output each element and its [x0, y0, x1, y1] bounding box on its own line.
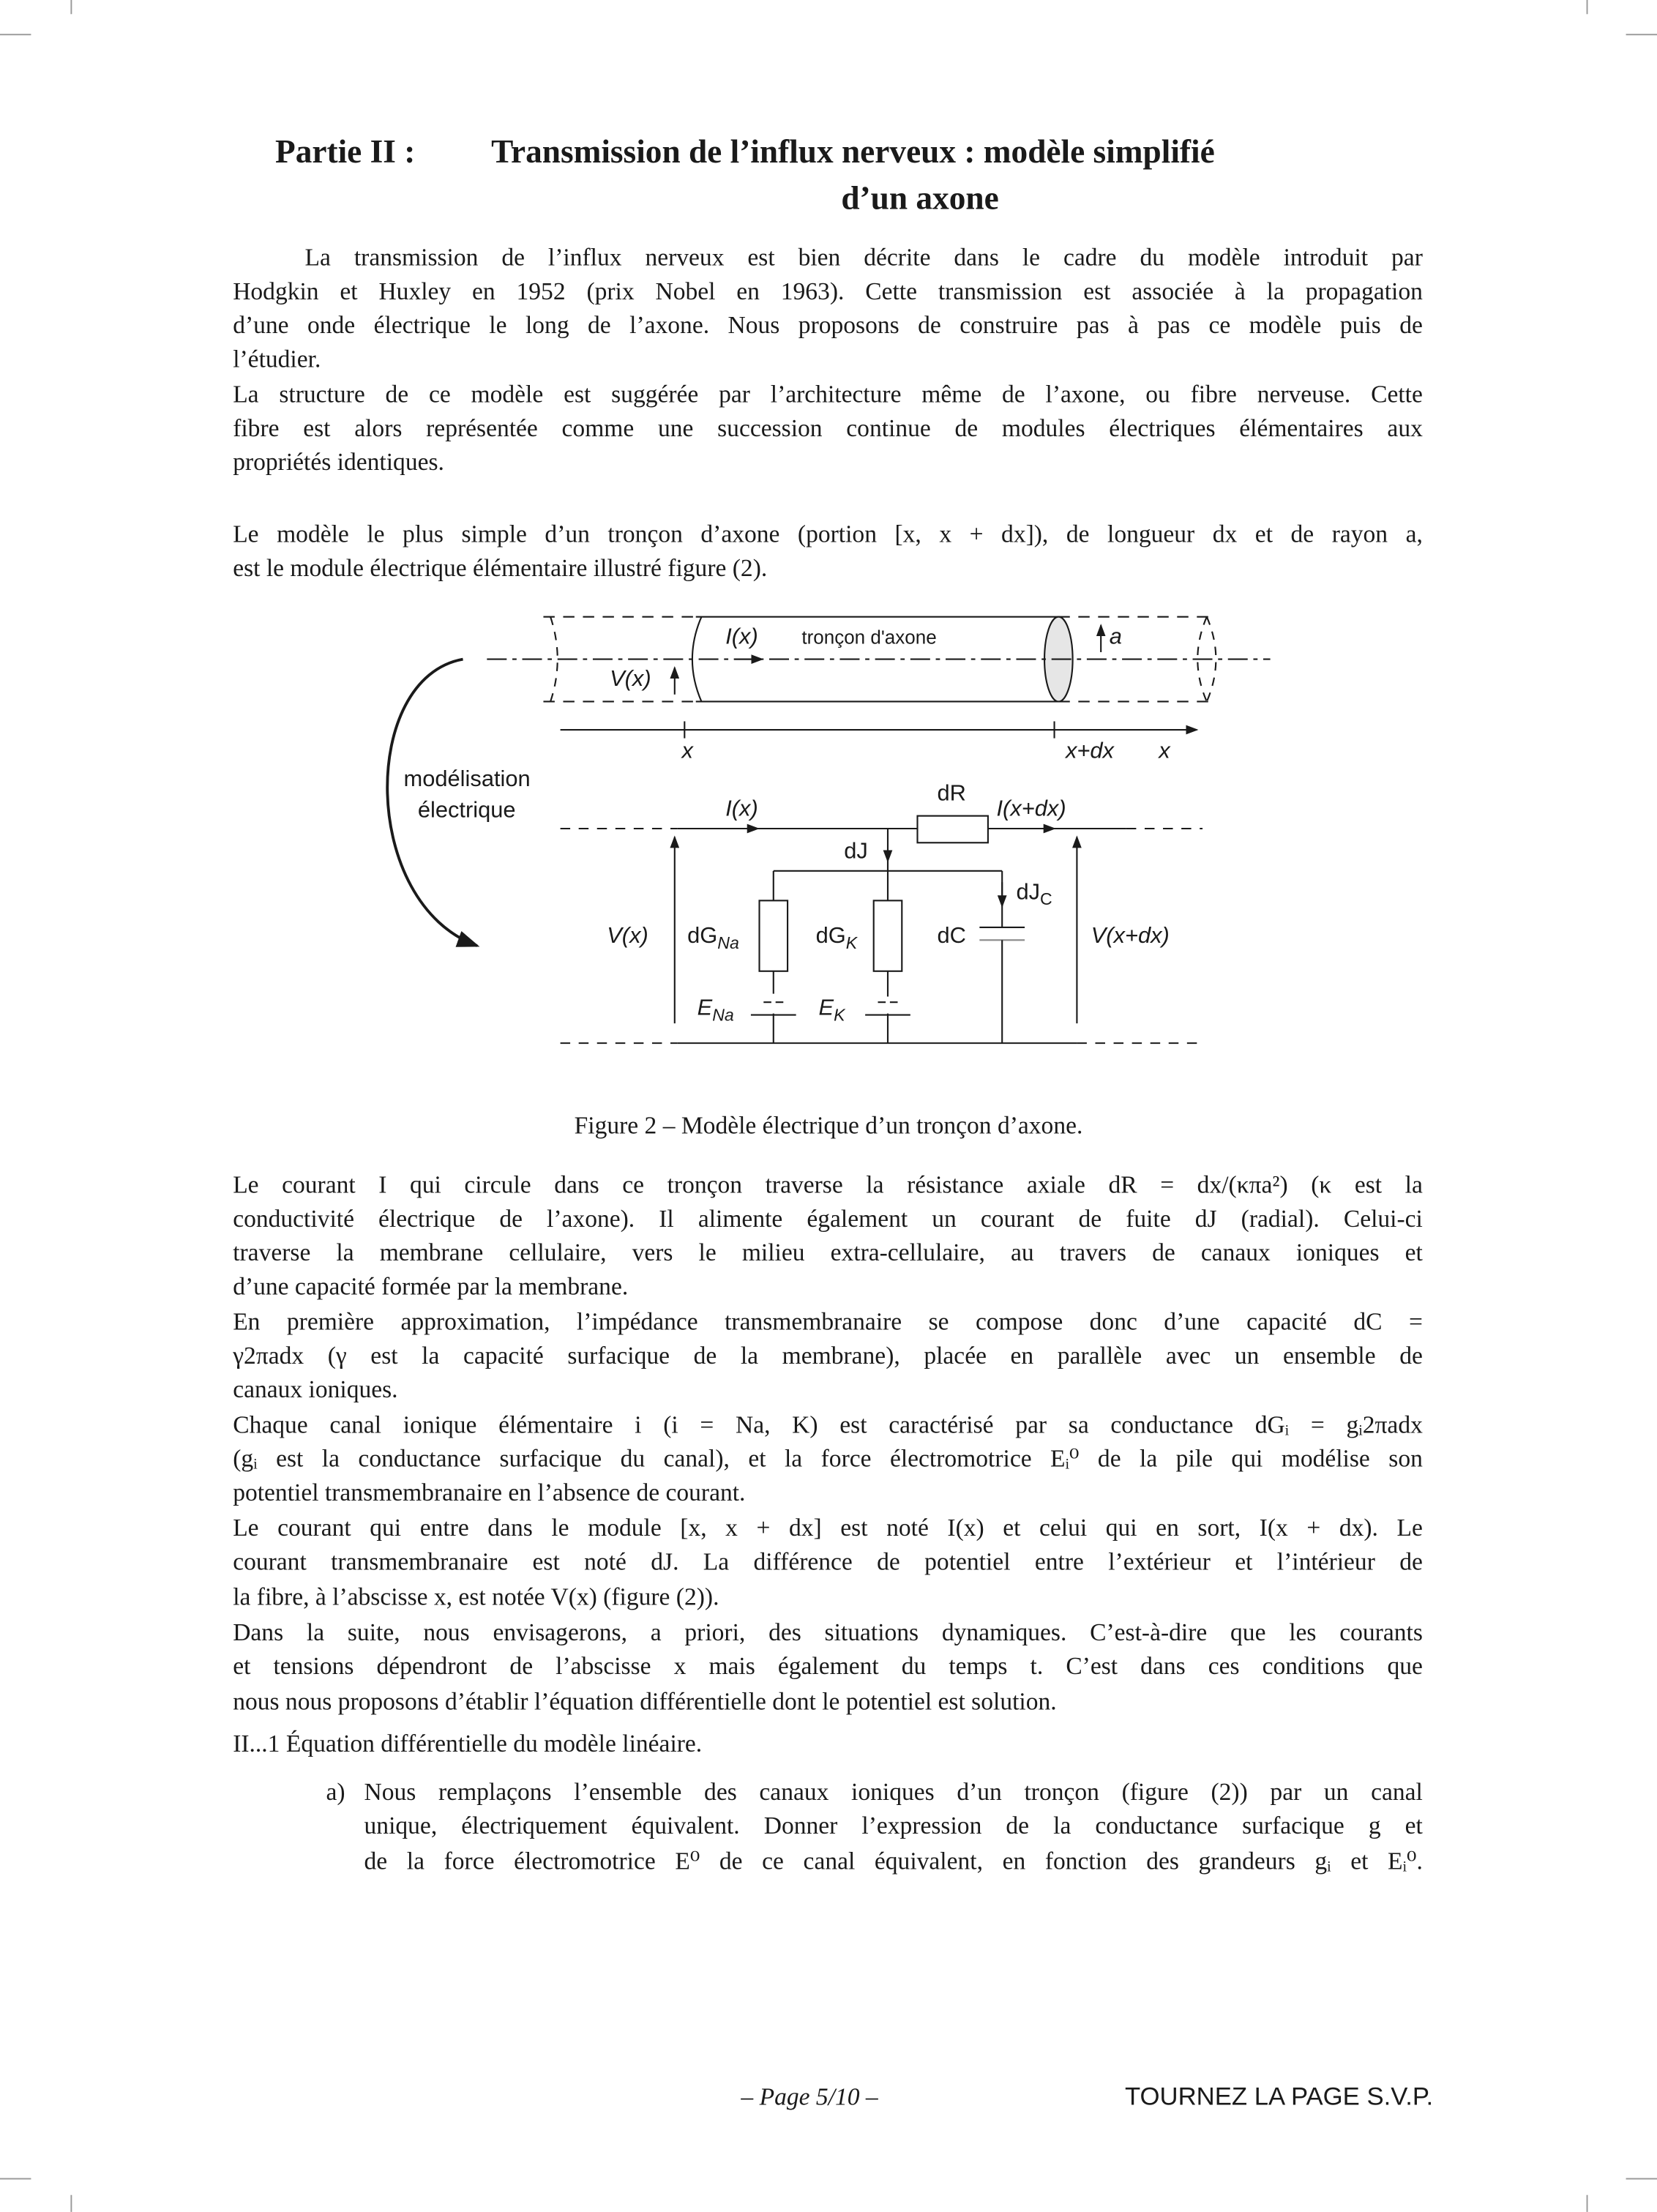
crop-mark [0, 2178, 31, 2180]
text-line: Le modèle le plus simple d’un tronçon d’axone (portion [x, x + dx]), de longueur dx et de rayon a, [233, 519, 1423, 548]
text-line: propriétés identiques. [233, 447, 444, 476]
text-line: potentiel transmembranaire en l’absence de courant. [233, 1478, 746, 1506]
label-ena: $E_{Na}$ [697, 994, 734, 1025]
figure-caption: Figure 2 – Modèle électrique d’un tronçon d’axone. [574, 1110, 1083, 1140]
label-x-axis: x [1159, 737, 1170, 763]
label-modelisation: modélisation [403, 766, 531, 792]
question-line: unique, électriquement équivalent. Donner l’expression de la conductance surfacique g et [364, 1811, 1423, 1839]
text-line: la fibre, à l’abscisse x, est notée V(x) (figure (2)). [233, 1582, 719, 1611]
label-xdx: x+dx [1065, 737, 1114, 763]
label-ix-circuit: I(x) [725, 795, 758, 821]
text-line: Hodgkin et Huxley en 1952 (prix Nobel en 1963). Cette transmission est associée à la propagation [233, 276, 1423, 305]
label-electrique: électrique [417, 796, 516, 823]
text-line: En première approximation, l’impédance transmembranaire se compose donc d’une capacité dC = [233, 1307, 1423, 1336]
text-line: Le courant qui entre dans le module [x, x + dx] est noté I(x) et celui qui en sort, I(x + dx). Le [233, 1513, 1423, 1542]
page-number: – Page 5/10 – [741, 2082, 878, 2111]
crop-mark [1587, 2195, 1588, 2212]
resistor-dR [917, 816, 987, 843]
label-x: x [681, 737, 693, 763]
label-troncon: tronçon d'axone [801, 626, 937, 649]
turn-page-note: TOURNEZ LA PAGE S.V.P. [1124, 2082, 1434, 2111]
resistor-dGNa [760, 900, 788, 971]
label-ek: $E_K$ [818, 994, 845, 1025]
label-ixdx: I(x+dx) [996, 795, 1066, 821]
page-title-line2: d’un axone [841, 180, 999, 217]
label-dgna: $dG_{Na}$ [687, 922, 739, 952]
label-vx-circuit: V(x) [607, 922, 648, 949]
text-line: courant transmembranaire est noté dJ. La différence de potentiel entre l’extérieur et l’intérieur de [233, 1547, 1423, 1576]
label-vx: V(x) [610, 665, 651, 692]
text-line: La structure de ce modèle est suggérée par l’architecture même de l’axone, ou fibre nerveuse. Cette [233, 379, 1423, 408]
label-vxdx: V(x+dx) [1091, 922, 1170, 949]
crop-mark [70, 2195, 72, 2212]
text-line: l’étudier. [233, 344, 321, 373]
question-label: a) [326, 1776, 345, 1806]
text-line: (gᵢ est la conductance surfacique du canal), et la force électromotrice Eᵢ⁰ de la pile qui modélise son [233, 1443, 1423, 1473]
text-line: et tensions dépendront de l’abscisse x mais également du temps t. C’est dans ces conditions que [233, 1651, 1423, 1680]
label-ix: I(x) [725, 623, 758, 649]
text-line: canaux ioniques. [233, 1375, 398, 1403]
section-heading: II...1 Équation différentielle du modèle linéaire. [233, 1729, 703, 1757]
question-line: Nous remplaçons l’ensemble des canaux ioniques d’un tronçon (figure (2)) par un canal [364, 1776, 1423, 1806]
text-line: γ2πadx (γ est la capacité surfacique de la membrane), placée en parallèle avec un ensemble de [233, 1341, 1423, 1370]
text-line: fibre est alors représentée comme une succession continue de modules électriques élémentaires aux [233, 414, 1423, 442]
crop-mark [1626, 2178, 1657, 2180]
text-line: Dans la suite, nous envisagerons, a priori, des situations dynamiques. C’est-à-dire que les courants [233, 1618, 1423, 1646]
question-line: de la force électromotrice E⁰ de ce canal équivalent, en fonction des grandeurs gᵢ et Eᵢ⁰. [364, 1846, 1423, 1875]
page-title: Transmission de l’influx nerveux : modèle simplifié [491, 134, 1215, 171]
label-dr: dR [937, 780, 966, 806]
label-a: a [1109, 623, 1122, 649]
text-line: d’une capacité formée par la membrane. [233, 1271, 629, 1301]
text-line: est le module électrique élémentaire illustré figure (2). [233, 553, 768, 582]
text-line: La transmission de l’influx nerveux est bien décrite dans le cadre du modèle introduit par [304, 242, 1423, 272]
part-label: Partie II : [275, 134, 416, 171]
text-line: Chaque canal ionique élémentaire i (i = Na, K) est caractérisé par sa conductance dGᵢ = gᵢ2πadx [233, 1410, 1423, 1439]
text-line: Le courant I qui circule dans ce tronçon traverse la résistance axiale dR = dx/(κπa²) (κ est la [233, 1170, 1423, 1199]
text-line: conductivité électrique de l’axone). Il alimente également un courant de fuite dJ (radial). Celui-ci [233, 1203, 1423, 1233]
text-line: traverse la membrane cellulaire, vers le milieu extra-cellulaire, au travers de canaux ioniques et [233, 1238, 1423, 1266]
resistor-dGK [874, 900, 902, 971]
label-dj: dJ [844, 837, 868, 864]
text-line: d’une onde électrique le long de l’axone. Nous proposons de construire pas à pas ce modèle puis de [233, 310, 1423, 339]
x-axis [561, 721, 1197, 738]
label-djc: $dJ_C$ [1016, 878, 1052, 909]
label-dgk: $dG_K$ [815, 922, 858, 952]
text-line: nous nous proposons d’établir l’équation différentielle dont le potentiel est solution. [233, 1686, 1057, 1716]
label-dc: dC [937, 922, 966, 949]
